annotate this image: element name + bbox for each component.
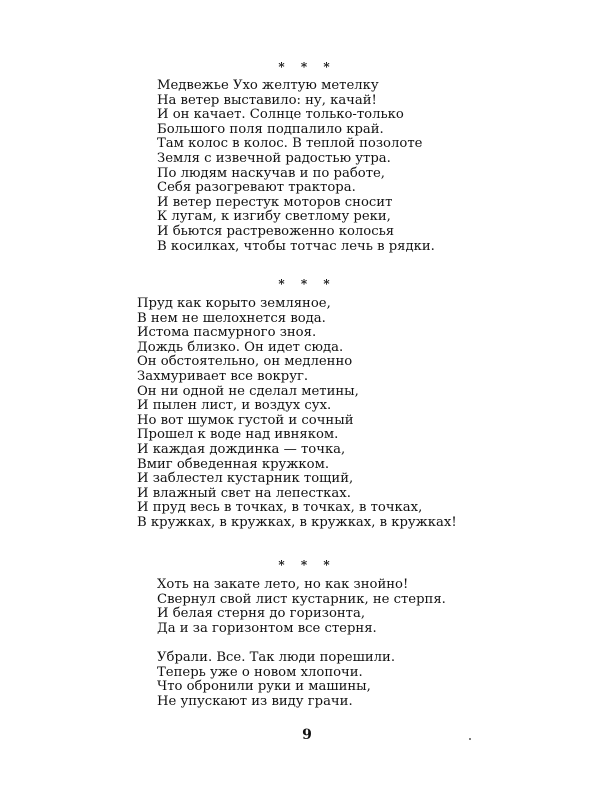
poem-3-stanza-2 bbox=[157, 651, 395, 709]
poem-line: И пылен лист, и воздух сух. bbox=[137, 398, 332, 414]
poem-line: По людям наскучав и по работе, bbox=[157, 165, 385, 181]
poem-line: Прошел к воде над ивняком. bbox=[137, 427, 339, 443]
page-number: 9 bbox=[302, 727, 312, 743]
poem-line: Там колос в колос. В теплой позолоте bbox=[157, 136, 423, 152]
poem-line: И белая стерня до горизонта, bbox=[157, 606, 366, 622]
poem-line: Вмиг обведенная кружком. bbox=[137, 456, 330, 472]
poem-line: И заблестел кустарник тощий, bbox=[137, 471, 354, 487]
poem-1 bbox=[157, 79, 435, 254]
poem-line: И пруд весь в точках, в точках, в точках, bbox=[137, 500, 423, 516]
poem-line: Он обстоятельно, он медленно bbox=[137, 354, 353, 370]
poem-line: И каждая дождинка — точка, bbox=[137, 441, 346, 457]
poem-line: И он качает. Солнце только-только bbox=[157, 107, 404, 123]
section-separator: * * * bbox=[278, 277, 336, 291]
poem-line: И бьются растревоженно колосья bbox=[157, 223, 395, 239]
poem-line: Истома пасмурного зноя. bbox=[137, 325, 317, 341]
poem-line: К лугам, к изгибу светлому реки, bbox=[157, 209, 391, 225]
poem-2 bbox=[137, 297, 457, 531]
poem-line: Свернул свой лист кустарник, не стерпя. bbox=[157, 591, 446, 607]
poem-line: Земля с извечной радостью утра. bbox=[157, 150, 391, 166]
poem-line: В кружках, в кружках, в кружках, в кружках! bbox=[137, 514, 457, 530]
poem-3-stanza-1 bbox=[157, 578, 446, 636]
poem-line: Да и за горизонтом все стерня. bbox=[157, 620, 377, 636]
poem-line: Убрали. Все. Так люди порешили. bbox=[157, 650, 396, 665]
poem-line: В косилках, чтобы тотчас лечь в рядки. bbox=[157, 238, 435, 254]
poem-line: На ветер выставило: ну, качай! bbox=[157, 92, 377, 108]
poem-line: Теперь уже о новом хлопочи. bbox=[157, 664, 363, 680]
poem-line: Захмуривает все вокруг. bbox=[137, 368, 309, 384]
poem-line: И влажный свет на лепестках. bbox=[137, 485, 351, 501]
poem-line: Хоть на закате лето, но как знойно! bbox=[157, 577, 409, 592]
poem-line: Большого поля подпалило край. bbox=[157, 121, 384, 137]
poem-line: Но вот шумок густой и сочный bbox=[137, 412, 354, 428]
poem-line: Пруд как корыто земляное, bbox=[137, 296, 331, 311]
poem-line: Медвежье Ухо желтую метелку bbox=[157, 78, 379, 93]
print-speck bbox=[469, 738, 471, 740]
poem-line: Что обронили руки и машины, bbox=[157, 679, 371, 695]
poem-line: Себя разогревают трактора. bbox=[157, 180, 356, 196]
poem-line: Дождь близко. Он идет сюда. bbox=[137, 339, 344, 355]
poem-line: Он ни одной не сделал метины, bbox=[137, 383, 359, 399]
section-separator: * * * bbox=[278, 60, 336, 74]
poem-line: В нем не шелохнется вода. bbox=[137, 310, 326, 326]
poem-line: И ветер перестук моторов сносит bbox=[157, 194, 393, 210]
poem-line: Не упускают из виду грачи. bbox=[157, 693, 353, 709]
section-separator: * * * bbox=[278, 558, 336, 572]
